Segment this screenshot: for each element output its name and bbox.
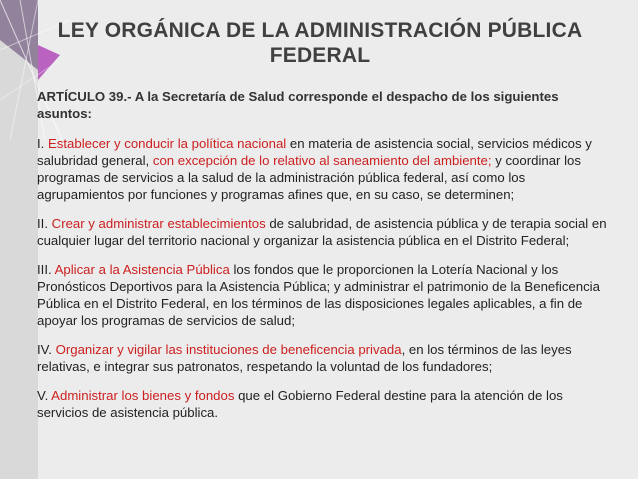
page-title — [50, 18, 590, 68]
paragraph-number: I. — [37, 136, 45, 151]
highlighted-phrase: con excepción de lo relativo al saneamiento del ambiente; — [152, 153, 492, 168]
paragraph-text: que el Gobierno Federal destine para la atención de los servicios de asistencia pública. — [37, 388, 563, 420]
paragraph-text: , en los términos de las leyes relativas, e integrar sus patronatos, respetando la voluntad de los fundadores; — [37, 342, 572, 374]
paragraph-number: II. — [37, 216, 48, 231]
article-paragraph — [37, 387, 615, 421]
paragraph-number: IV. — [37, 342, 52, 357]
article-paragraph — [37, 261, 615, 329]
paragraph-number: III. — [37, 262, 52, 277]
article-paragraph — [37, 135, 615, 203]
paragraph-text: y coordinar los programas de servicios a la salud de la administración pública federal, así como los agrupamientos por funciones y programas afines que, en su caso, se determinen; — [37, 153, 581, 202]
highlighted-phrase: Administrar los bienes y fondos — [48, 388, 235, 403]
article-paragraph — [37, 341, 615, 375]
title-line-2: FEDERAL — [269, 44, 371, 67]
article-paragraphs — [37, 135, 615, 421]
highlighted-phrase: Crear y administrar establecimientos — [48, 216, 266, 231]
highlighted-phrase: Establecer y conducir la política nacional — [44, 136, 287, 151]
paragraph-text: en materia de asistencia social, servicios médicos y salubridad general, — [37, 136, 592, 168]
highlighted-phrase: Aplicar a la Asistencia Pública — [51, 262, 230, 277]
article-paragraph — [37, 215, 615, 249]
article-body — [37, 88, 615, 433]
paragraph-number: V. — [37, 388, 49, 403]
article-intro: ARTÍCULO 39.- A la Secretaría de Salud corresponde el despacho de los siguientes asuntos: — [37, 89, 559, 121]
title-line-1: LEY ORGÁNICA DE LA ADMINISTRACIÓN PÚBLICA — [57, 19, 583, 42]
paragraph-text: los fondos que le proporcionen la Lotería Nacional y los Pronósticos Deportivos para la Asistencia Pública; y administrar el patrimonio de la Beneficencia Pública en el Distrito Federal, en los términos de las disposiciones legales aplicables, a fin de apoyar los programas de servicios de salud; — [37, 262, 600, 328]
paragraph-text: de salubridad, de asistencia pública y de terapia social en cualquier lugar del territorio nacional y organizar la asistencia pública en el Distrito Federal; — [37, 216, 607, 248]
highlighted-phrase: Organizar y vigilar las instituciones de beneficencia privada — [51, 342, 402, 357]
